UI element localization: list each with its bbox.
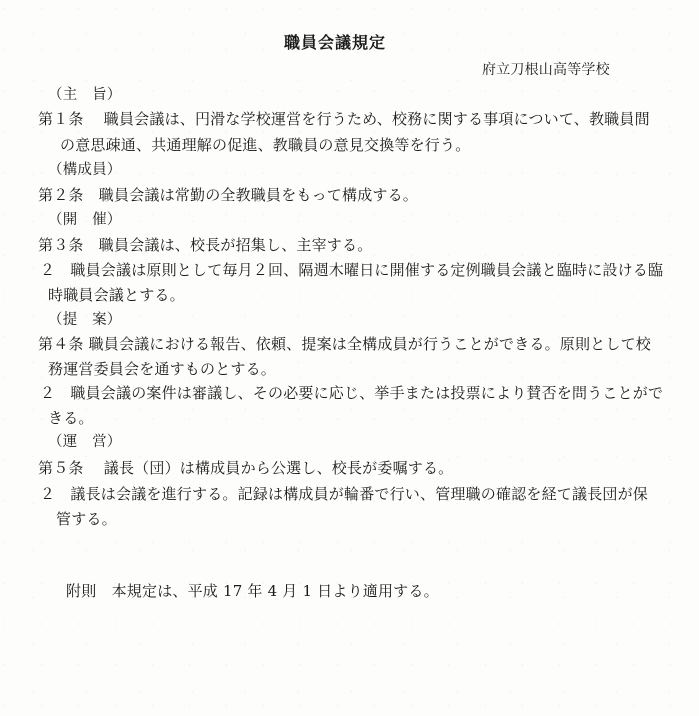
document-title: 職員会議規定 bbox=[284, 33, 387, 52]
section-heading-proposals: （提 案） bbox=[48, 312, 122, 328]
article-4-line-2: 務運営委員会を通すものとする。 bbox=[48, 360, 277, 378]
appendix: 附則 本規定は、平成 17 年 4 月 1 日より適用する。 bbox=[66, 582, 439, 600]
article-2: 第２条 職員会議は常勤の全教職員をもって構成する。 bbox=[38, 186, 419, 204]
article-1-line-1: 第１条 職員会議は、円滑な学校運営を行うため、校務に関する事項について、教職員間 bbox=[38, 110, 650, 128]
article-1-line-2: の意思疎通、共通理解の促進、教職員の意見交換等を行う。 bbox=[60, 136, 471, 154]
article-3-para-2-line-1: ２ 職員会議は原則として毎月２回、隔週木曜日に開催する定例職員会議と臨時に設ける臨 bbox=[40, 261, 664, 279]
article-5-para-2-line-2: 管する。 bbox=[56, 510, 117, 528]
section-heading-purpose: （主 旨） bbox=[48, 87, 122, 103]
article-4-para-2-line-1: ２ 職員会議の案件は審議し、その必要に応じ、挙手または投票により賛否を問うことがで bbox=[40, 384, 664, 402]
article-4-line-1: 第４条 職員会議における報告、依頼、提案は全構成員が行うことができる。原則として校 bbox=[38, 335, 651, 353]
section-heading-convening: （開 催） bbox=[48, 212, 122, 228]
article-3-para-2-line-2: 時職員会議とする。 bbox=[48, 286, 185, 304]
article-3: 第３条 職員会議は、校長が招集し、主宰する。 bbox=[38, 236, 373, 254]
section-heading-members: （構成員） bbox=[48, 162, 122, 178]
article-5: 第５条 議長（団）は構成員から公選し、校長が委嘱する。 bbox=[38, 459, 454, 477]
school-name: 府立刀根山高等学校 bbox=[482, 62, 610, 78]
section-heading-operation: （運 営） bbox=[48, 434, 122, 450]
article-5-para-2-line-1: ２ 議長は会議を進行する。記録は構成員が輪番で行い、管理職の確認を経て議長団が保 bbox=[40, 485, 649, 503]
article-4-para-2-line-2: きる。 bbox=[48, 409, 94, 427]
